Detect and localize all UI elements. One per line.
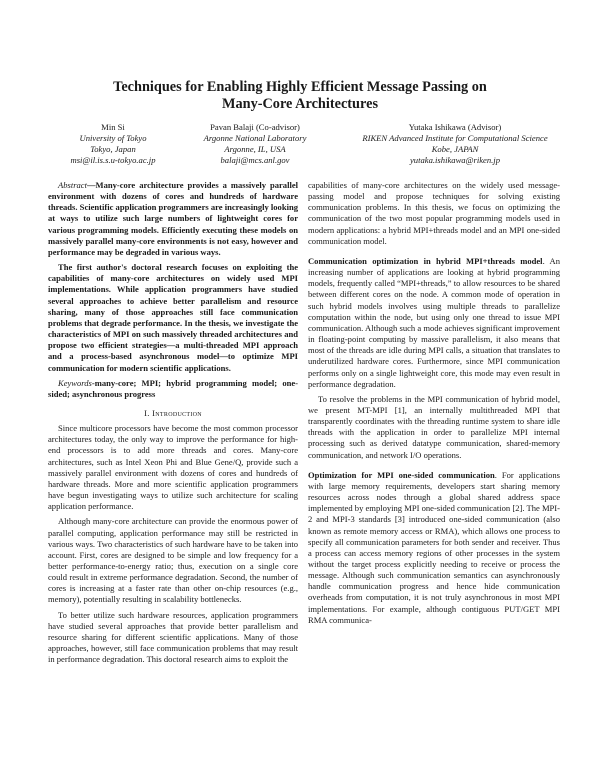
title-line-1: Techniques for Enabling Highly Efficient Message Passing on [113, 79, 487, 95]
left-column [48, 180, 298, 665]
body-paragraph [308, 470, 560, 626]
section-numeral: I. [144, 407, 150, 418]
body-paragraph [308, 256, 560, 390]
author-affiliation: Argonne National Laboratory [203, 133, 307, 143]
paragraph-heading: Optimization for MPI one-sided communication [308, 469, 495, 480]
author-email: balaji@mcs.anl.gov [220, 155, 290, 165]
author-block [38, 122, 188, 166]
abstract-paragraph: The first author's doctoral research focuses on exploiting the capabilities of many-core architectures on widely used MPI implementations. While application programmers have studied several approaches to achieve better parallelism and resource sharing, many of those approaches still face communication problems that degrade performance. In the thesis, we investigate the characteristics of MPI on such massively threaded architectures and propose two efficient strategies—a multi-threaded MPI approach and a process-based asynchronous model—to optimize MPI communication for modern scientific applications. [48, 262, 298, 373]
abstract-text: —Many-core architecture provides a massively parallel environment with dozens of cores and hundreds of hardware threads. Scientific application programmers are increasingly looking at ways to utilize such large numbers of lightweight cores for various programming models. Efficiently executing these models on massively parallel many-core environments is not easy, however and performance may be degraded in various ways. [48, 180, 298, 257]
right-column [308, 180, 560, 626]
keywords-text: -many-core; MPI; hybrid programming model; one-sided; asynchronous progress [48, 377, 298, 399]
body-paragraph: Although many-core architecture can provide the enormous power of parallel computing, application performance may still be restricted in various ways. Two characteristics of such hardware have to be taken into account. First, cores are designed to be simple and low frequency for a better performance-to-energy ratio; thus, execution on a single core could result in extreme performance degradation. Second, the number of cores is increasing at a faster rate than other on-chip resources (e.g., memory), potentially resulting in scalability bottlenecks. [48, 516, 298, 605]
paragraph-text: . An increasing number of applications are looking at hybrid programming models, frequently called “MPI+threads,” to allow resources to be shared between different cores on the node. A common mode of operation in such hybrid models involves using multiple threads to parallelize computation within the node, but using only one thread to issue MPI communication. Although such a mode achieves significant improvement in floating-point computing by massive parallelism, it also means that most of the threads are idle during MPI calls, a situation that translates to underutilized hardware cores. Furthermore, since MPI communication performs only on a single lightweight core, this mode may even result in performance degradation. [308, 255, 560, 389]
author-name: Pavan Balaji (Co-advisor) [210, 122, 300, 132]
keywords [48, 378, 298, 400]
body-paragraph: To better utilize such hardware resources, application programmers have studied several approaches that provide better parallelism and resource sharing for different scientific applications. Many of those approaches, however, still face communication problems that may result in performance degradation. This doctoral research aims to exploit the [48, 609, 298, 665]
abstract [48, 180, 298, 374]
author-location: Argonne, IL, USA [224, 144, 286, 154]
author-location: Kobe, JAPAN [431, 144, 479, 154]
paper-title [60, 79, 540, 113]
author-email: msi@il.is.s.u-tokyo.ac.jp [70, 155, 156, 165]
abstract-paragraph [48, 180, 298, 258]
paragraph-text: . For applications with large memory requirements, developers start sharing memory resources across nodes through a global shared address space implemented by employing MPI one-sided communication [2]. The MPI-2 and MPI-3 standards [3] introduced one-sided communication (also known as remote memory access or RMA), which allows one process to specify all communication parameters for both sender and receiver. Thus a process can access memory regions of other processes in the system without the target process explicitly needing to receive or process the message. Although such communication semantics can asynchronously handle communication progress and hence hide communication overheads from computation, it is not truly asynchronous in most MPI implementations. For example, although contiguous PUT/GET MPI RMA communica- [308, 469, 560, 625]
author-name: Yutaka Ishikawa (Advisor) [408, 122, 502, 132]
author-block [340, 122, 570, 166]
author-affiliation: University of Tokyo [79, 133, 147, 143]
body-paragraph: To resolve the problems in the MPI communication of hybrid model, we present MT-MPI [1], an internally multithreaded MPI that transparently coordinates with the threading runtime system to share idle threads with the application in order to parallelize MPI internal processing such as derived datatype communication, shared-memory communication, and network I/O operations. [308, 393, 560, 460]
author-block [185, 122, 325, 166]
keywords-lead: Keywords [58, 377, 92, 388]
paragraph-heading: Communication optimization in hybrid MPI+threads model [308, 255, 543, 266]
body-paragraph: Since multicore processors have become the most common processor architectures today, the only way to improve the performance for high-end processors is to add more threads and cores. Many-core architectures, such as Intel Xeon Phi and Blue Gene/Q, provide such a massively parallel environment with dozens of cores and hundreds of hardware threads. More and more scientific application programmers have begun investigating ways to utilize such architecture for scaling application performance. [48, 423, 298, 512]
title-line-2: Many-Core Architectures [221, 96, 379, 112]
author-location: Tokyo, Japan [90, 144, 136, 154]
author-affiliation: RIKEN Advanced Institute for Computational Science [362, 133, 548, 143]
body-paragraph: capabilities of many-core architectures on the widely used message-passing model and propose techniques for solving existing communication problems. In this thesis, we focus on optimizing the communication of the two most popular programming models used in modern applications: a hybrid MPI+threads model and an MPI one-sided communication model. [308, 180, 560, 246]
author-email: yutaka.ishikawa@riken.jp [409, 155, 500, 165]
section-heading [48, 408, 298, 419]
author-name: Min Si [101, 122, 125, 132]
abstract-lead: Abstract [58, 180, 87, 190]
section-title: Introduction [152, 407, 202, 418]
